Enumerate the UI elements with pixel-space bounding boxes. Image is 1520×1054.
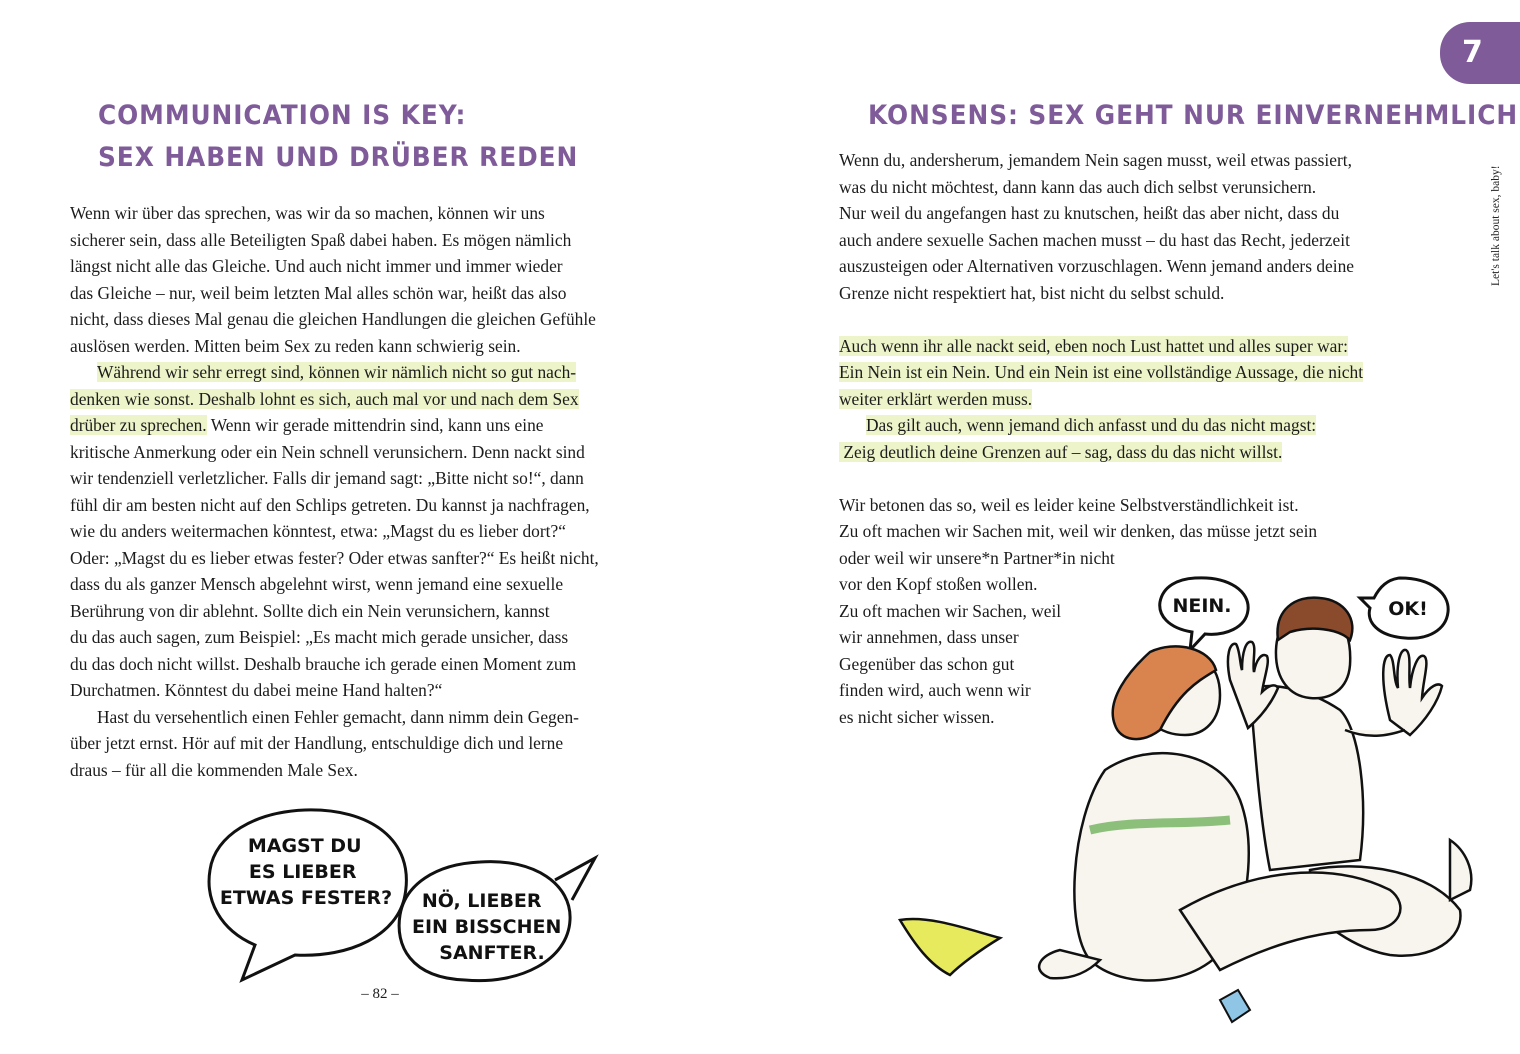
man-foot xyxy=(1450,840,1471,900)
left-body xyxy=(70,200,690,783)
side-label-text: Let's talk about sex, baby! xyxy=(1490,165,1502,286)
text-line: Zu oft machen wir Sachen, weil xyxy=(839,600,1062,621)
highlighted-text: Ein Nein ist ein Nein. Und ein Nein ist eine vollständige Aussage, die nicht xyxy=(839,362,1364,382)
text-line: auslösen werden. Mitten beim Sex zu reden kann schwierig sein. xyxy=(70,335,521,356)
left-paragraph-1 xyxy=(70,200,690,359)
text-line: wir tendenziell verletzlicher. Falls dir jemand sagt: „Bitte nicht so!“, dann xyxy=(70,468,584,488)
text-line: nicht, dass dieses Mal genau die gleichen Handlungen die gleichen Gefühle xyxy=(70,309,596,329)
text-line: Wenn wir über das sprechen, was wir da so machen, können wir uns xyxy=(70,203,545,223)
highlighted-text: weiter erklärt werden muss. xyxy=(839,388,1033,409)
text-line: über jetzt ernst. Hör auf mit der Handlung, entschuldige dich und lerne xyxy=(70,733,564,753)
left-heading-line-1: COMMUNICATION IS KEY: xyxy=(98,100,467,131)
right-heading xyxy=(868,96,1518,136)
text-line: du das doch nicht willst. Deshalb brauche ich gerade einen Moment zum xyxy=(70,653,577,674)
text-line: auch andere sexuelle Sachen machen musst – du hast das Recht, jederzeit xyxy=(839,229,1350,250)
text-line: Durchatmen. Könntest du dabei meine Hand halten?“ xyxy=(70,680,443,700)
text-line: Zu oft machen wir Sachen mit, weil wir denken, das müsse jetzt sein xyxy=(839,521,1318,541)
text-line: wie du anders weitermachen könntest, etwa: „Magst du es lieber dort?“ xyxy=(70,521,566,541)
spacer xyxy=(839,306,1439,333)
condom-wrapper xyxy=(1220,990,1250,1022)
text-line: es nicht sicher wissen. xyxy=(839,706,995,727)
text-line: finden wird, auch wenn wir xyxy=(839,680,1031,700)
left-heading-line-2: SEX HABEN UND DRÜBER REDEN xyxy=(98,142,579,173)
bubble-1-line: etwas fester? xyxy=(219,887,393,909)
underwear-on-floor xyxy=(900,919,1000,975)
text-line: Gegenüber das schon gut xyxy=(839,653,1015,674)
text-line: Wir betonen das so, weil es leider keine Selbstverständlichkeit ist. xyxy=(839,494,1299,515)
side-label xyxy=(1486,165,1506,290)
text-line: auszusteigen oder Alternativen vorzuschlagen. Wenn jemand anders deine xyxy=(839,256,1354,276)
spacer xyxy=(839,465,1439,492)
chapter-tab: 7 xyxy=(1440,22,1520,84)
bubble-nein-text: Nein. xyxy=(1172,595,1232,617)
text-line: kritische Anmerkung oder ein Nein schnell verunsichern. Denn nackt sind xyxy=(70,441,585,462)
highlighted-text: Während wir sehr erregt sind, können wir nämlich nicht so gut nach- xyxy=(97,362,577,382)
text-line: draus – für all die kommenden Male Sex. xyxy=(70,759,358,780)
text-line: längst nicht alle das Gleiche. Und auch nicht immer und immer wieder xyxy=(70,256,563,276)
text-line: Oder: „Magst du es lieber etwas fester? Oder etwas sanfter?“ Es heißt nicht, xyxy=(70,547,599,568)
bubble-1-line: Magst du xyxy=(247,835,362,857)
text-line: Grenze nicht respektiert hat, bist nicht du selbst schuld. xyxy=(839,282,1225,303)
text-line: fühl dir am besten nicht auf den Schlips getreten. Du kannst ja nachfragen, xyxy=(70,494,590,515)
bubble-ok-text: OK! xyxy=(1388,598,1428,620)
bubble-2-line: ein bisschen xyxy=(412,916,562,938)
right-heading-text: KONSENS: SEX GEHT NUR EINVERNEHMLICH xyxy=(868,100,1519,131)
right-highlight-paragraph xyxy=(839,333,1439,466)
text-line: oder weil wir unsere*n Partner*in nicht xyxy=(839,547,1115,568)
highlighted-text: denken wie sonst. Deshalb lohnt es sich, auch mal vor und nach dem Sex xyxy=(70,388,579,409)
page-number: – 82 – xyxy=(361,986,399,1002)
couple-illustration xyxy=(890,570,1490,1030)
man-raised-hand xyxy=(1383,650,1442,735)
highlighted-text: Zeig deutlich deine Grenzen auf – sag, dass du das nicht willst. xyxy=(839,441,1283,462)
bubble-1-line: es lieber xyxy=(248,861,357,883)
left-heading xyxy=(98,96,578,178)
right-paragraph-1 xyxy=(839,147,1439,306)
text-line: Wenn du, andersherum, jemandem Nein sagen musst, weil etwas passiert, xyxy=(839,150,1352,170)
left-paragraph-3 xyxy=(70,704,690,784)
text-line: Nur weil du angefangen hast zu knutschen, heißt das aber nicht, dass du xyxy=(839,203,1340,223)
speech-bubbles-illustration xyxy=(200,800,620,1000)
bubble-2-line: sanfter. xyxy=(439,942,545,964)
text-line: das Gleiche – nur, weil beim letzten Mal alles schön war, heißt das also xyxy=(70,282,567,303)
text-fragment: Wenn wir gerade mittendrin sind, kann uns eine xyxy=(206,415,544,435)
text-line: was du nicht möchtest, dann kann das auch dich selbst verunsichern. xyxy=(839,176,1317,197)
text-line: vor den Kopf stoßen wollen. xyxy=(839,574,1038,594)
text-line: sicherer sein, dass alle Beteiligten Spaß dabei haben. Es mögen nämlich xyxy=(70,229,572,250)
text-line: du das auch sagen, zum Beispiel: „Es macht mich gerade unsicher, dass xyxy=(70,627,569,647)
bubble-2-line: Nö, lieber xyxy=(421,890,542,912)
text-line: wir annehmen, dass unser xyxy=(839,627,1019,647)
left-paragraph-2 xyxy=(70,359,690,704)
text-line: Hast du versehentlich einen Fehler gemacht, dann nimm dein Gegen- xyxy=(97,706,579,727)
highlighted-text: drüber zu sprechen. xyxy=(70,415,207,435)
highlighted-text: Das gilt auch, wenn jemand dich anfasst und du das nicht magst: xyxy=(866,415,1317,435)
right-page xyxy=(750,0,1519,1054)
left-page xyxy=(0,0,750,1054)
text-line: dass du als ganzer Mensch abgelehnt wirst, wenn jemand eine sexuelle xyxy=(70,574,564,594)
highlighted-text: Auch wenn ihr alle nackt seid, eben noch Lust hattet und alles super war: xyxy=(839,335,1348,356)
text-line: Berührung von dir ablehnt. Sollte dich ein Nein verunsichern, kannst xyxy=(70,600,550,621)
man-torso xyxy=(1250,686,1363,870)
